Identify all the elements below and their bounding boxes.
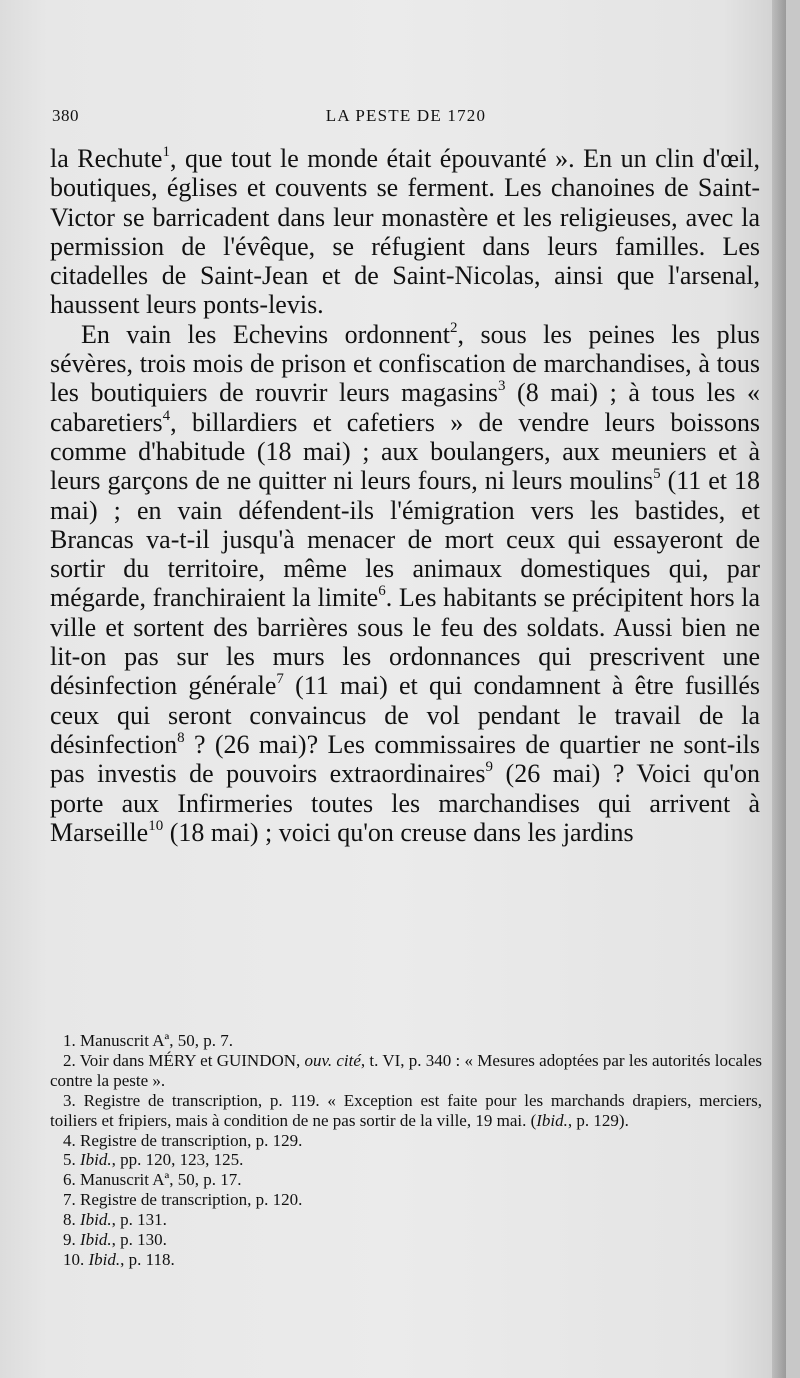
italic-run: Ibid.	[80, 1150, 112, 1170]
footnote-ref: 6	[378, 583, 386, 600]
footnote-ref: 10	[148, 817, 164, 834]
text-run: , p. 131.	[111, 1210, 167, 1230]
text-run: , que tout le monde était épouvanté ». En un clin d'œil, boutiques, églises et couvents se ferment. Les chanoines de Saint-Victor se barricadent dans leur monastère et les religieuses, avec la permission de l'évêque, se réfugient dans leurs familles. Les citadelles de Saint-Jean et de Saint-Nicolas, ainsi que l'arsenal, haussent leurs ponts-levis.	[50, 144, 760, 320]
paragraph	[50, 144, 760, 320]
footnote-4: 4. Registre de transcription, p. 129.	[63, 1130, 303, 1150]
text-run: 2. Voir dans MÉRY et GUINDON,	[63, 1050, 305, 1070]
footnote-ref: 8	[177, 729, 185, 746]
italic-run: Ibid.	[80, 1230, 112, 1250]
italic-run: Ibid.	[536, 1110, 568, 1130]
body-text	[50, 144, 760, 847]
text-run: 8.	[63, 1210, 80, 1230]
text-run: (18 mai) ; voici qu'on creuse dans les jardins	[163, 817, 634, 847]
text-run: , sous les peines les plus sévères, trois mois de prison et confiscation de marchandises, à tous les boutiquiers de rouvrir leurs magasins	[50, 319, 760, 408]
footnote-ref: 3	[497, 378, 506, 395]
footnote-1: 1. Manuscrit Aª, 50, p. 7.	[63, 1031, 233, 1050]
text-run: , p. 118.	[120, 1249, 175, 1269]
text-run: 5.	[63, 1150, 80, 1170]
text-run: En vain les Echevins ordonnent	[81, 319, 451, 349]
text-run: ? (26 mai)? Les commissaires de quartier ne sont-ils pas investis de pouvoirs extraordinaires	[50, 729, 760, 789]
footnote-8	[50, 1210, 762, 1230]
text-run: , p. 130.	[111, 1230, 167, 1250]
text-run: 10.	[63, 1249, 89, 1269]
text-run: (26 mai) ? Voici qu'on porte aux Infirmeries toutes les marchandises qui arrivent à Marseille	[50, 759, 760, 847]
italic-run: ouv. cité	[304, 1050, 361, 1070]
paragraph	[50, 320, 760, 847]
running-title: LA PESTE DE 1720	[325, 106, 487, 125]
text-run: (8 mai) ; à tous les « cabaretiers	[50, 378, 760, 437]
page-header	[52, 100, 760, 130]
page-number: 380	[52, 106, 79, 125]
footnote-ref: 9	[485, 759, 494, 776]
text-run: 3. Registre de transcription, p. 119. « Exception est faite pour les marchands drapiers, merciers, toiliers et fripiers, mais à condition de ne pas sortir de la ville, 19 mai. (	[50, 1090, 762, 1130]
page-edge-shadow	[772, 0, 786, 1378]
text-run: , pp. 120, 123, 125.	[111, 1150, 244, 1170]
text-run: , billardiers et cafetiers » de vendre leurs boissons comme d'habitude (18 mai) ; aux boulangers, aux meuniers et à leurs garçons de ne quitter ni leurs fours, ni leurs moulins	[50, 407, 760, 496]
text-run: (11 mai) et qui condamnent à être fusillés ceux qui seront convaincus de vol pendant le travail de la désinfection	[50, 671, 760, 759]
italic-run: Ibid.	[88, 1249, 121, 1269]
footnote-5	[50, 1150, 762, 1170]
footnote-ref: 5	[653, 466, 661, 483]
text-run: , t. VI, p. 340 : « Mesures adoptées par les autorités locales contre la peste ».	[50, 1050, 762, 1090]
footnote-ref: 1	[162, 144, 170, 160]
text-run: 9.	[63, 1230, 80, 1250]
footnote-7: 7. Registre de transcription, p. 120.	[63, 1190, 303, 1210]
text-run: . Les habitants se précipitent hors la ville et sortent des barrières sous le feu des soldats. Aussi bien ne lit-on pas sur les murs les ordonnances qui prescrivent une désinfection générale	[50, 583, 761, 701]
text-run: (11 et 18 mai) ; en vain défendent-ils l'émigration vers les bastides, et Brancas va-t-il jusqu'à menacer de mort ceux qui essayeront de sortir du territoire, même les animaux domestiques qui, par mégarde, franchiraient la limite	[50, 466, 760, 613]
italic-run: Ibid.	[80, 1210, 112, 1230]
footnote-2	[50, 1051, 762, 1091]
footnote-ref: 2	[450, 319, 458, 336]
footnotes	[50, 1031, 762, 1270]
footnote-9	[50, 1230, 762, 1250]
footnote-3	[50, 1091, 762, 1131]
footnote-6: 6. Manuscrit Aª, 50, p. 17.	[63, 1170, 242, 1190]
text-run: la Rechute	[50, 144, 163, 173]
footnote-10	[50, 1250, 762, 1270]
footnote-ref: 7	[276, 671, 284, 688]
text-run: , p. 129).	[567, 1110, 629, 1130]
footnote-ref: 4	[162, 407, 171, 424]
